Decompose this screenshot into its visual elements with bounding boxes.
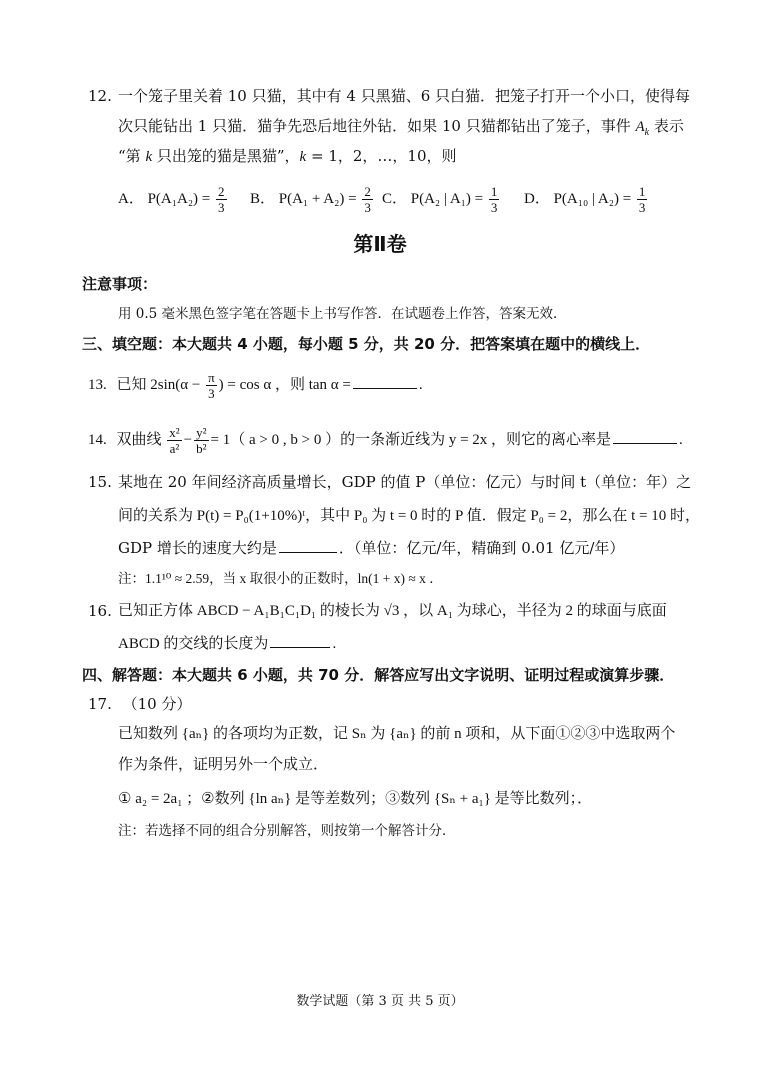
q14-frac2-den: b²: [196, 441, 207, 456]
option-c-fraction: [489, 184, 500, 215]
section3-heading: 三、填空题：本大题共 4 小题，每小题 5 分，共 20 分．把答案填在题中的横线上．: [82, 335, 651, 353]
q14-frac1: [167, 425, 181, 456]
q14-mid: = 1（ a > 0 , b > 0 ）的一条渐近线为 y = 2x ，则它的离心率是: [210, 431, 612, 448]
notice-text: 用 0.5 毫米黑色签字笔在答题卡上书写作答．在试题卷上作答，答案无效．: [118, 306, 567, 322]
option-d-den: 3: [638, 200, 646, 215]
q16-line2: [118, 632, 336, 656]
q14-frac2: [194, 425, 208, 456]
option-a-num: 2: [218, 184, 225, 199]
q14-number: 14.: [88, 431, 107, 448]
q12-line2a: 次只能钻出 1 只猫．猫争先恐后地往外钻．如果 10 只猫都钻出了笼子，事件: [118, 117, 636, 135]
q17-points: （10 分）: [122, 695, 192, 713]
q17-header: [88, 692, 192, 716]
q15-note: 注：1.1¹⁰ ≈ 2.59，当 x 取很小的正数时，ln(1 + x) ≈ x ．: [118, 571, 443, 586]
q13-end: .: [418, 376, 423, 393]
k-symbol-2: k: [299, 149, 307, 165]
option-c-den: 3: [490, 200, 498, 215]
q12-line2: [118, 114, 684, 145]
q15-number: 15.: [88, 473, 112, 491]
q16-line2a: ABCD 的交线的长度为: [118, 636, 269, 652]
q13-number: 13.: [88, 376, 107, 393]
q17-line3: ① a₂ = 2a₁ ；②数列 {ln aₙ} 是等差数列；③数列 {Sₙ + a₁} 是等比数列；．: [118, 791, 593, 807]
q13-frac-num: π: [208, 370, 215, 385]
q15-line3: [118, 536, 624, 560]
q16-answer-blank[interactable]: [270, 633, 330, 648]
option-b-lhs: P(A₁ + A₂) =: [278, 190, 357, 207]
option-b-label: B．: [250, 190, 276, 207]
option-a-fraction: [216, 184, 227, 215]
q17-line2: 作为条件，证明另外一个成立．: [118, 755, 329, 773]
q14-pre: 双曲线: [116, 431, 162, 448]
q15-line3b: ．（单位：亿元/年，精确到 0.01 亿元/年）: [338, 539, 625, 557]
option-c[interactable]: [382, 184, 501, 215]
q17-note: 注：若选择不同的组合分别解答，则按第一个解答计分．: [118, 823, 456, 839]
q14: 14. 双曲线 $\frac{\text{x²}}{\text{a²}}$ − $\frac{\text{y²}}{\text{b²}}$ = 1（ a > 0 , b > 0 ）的一条渐近线为 y = 2x ，则它的离心率是 .: [88, 425, 683, 456]
option-c-num: 1: [490, 184, 498, 199]
q13-frac-den: 3: [208, 386, 215, 401]
q16-line2b: .: [332, 636, 337, 652]
q16-line1: 已知正方体 ABCD − A₁B₁C₁D₁ 的棱长为 √3 ，以 A₁ 为球心，半径为 2 的球面与底面: [118, 603, 667, 619]
q17-line1: 已知数列 {aₙ} 的各项均为正数，记 Sₙ 为 {aₙ} 的前 n 项和，从下面①②③中选取两个: [118, 726, 676, 742]
q12-number: 12.: [88, 87, 112, 105]
option-a-label: A．: [118, 190, 144, 207]
q13: [88, 370, 423, 401]
q13-pre: 已知 2sin(α −: [116, 376, 201, 393]
q12-line1: 一个笼子里关着 10 只猫，其中有 4 只黑猫、6 只白猫．把笼子打开一个小口，使得每: [118, 87, 691, 105]
option-b-den: 3: [364, 200, 371, 215]
notice-heading: 注意事项：: [82, 275, 158, 293]
option-b[interactable]: [250, 184, 375, 215]
q12-line2b: 表示: [649, 117, 684, 135]
q15-line1: 某地在 20 年间经济高质量增长，GDP 的值 P（单位：亿元）与时间 t（单位：年）之: [118, 473, 692, 491]
option-b-fraction: [362, 184, 373, 215]
section4-heading: 四、解答题：本大题共 6 小题，共 70 分．解答应写出文字说明、证明过程或演算步骤．: [82, 666, 675, 684]
k-symbol: k: [145, 149, 153, 165]
option-d-num: 1: [638, 184, 646, 199]
q13-post: ) = cos α ，则 tan α =: [218, 376, 351, 393]
q15-line3a: GDP 增长的速度大约是: [118, 539, 277, 557]
option-d[interactable]: [524, 184, 649, 215]
q14-end: .: [679, 431, 683, 448]
option-a-den: 3: [218, 200, 225, 215]
q14-frac1-num: x²: [169, 425, 180, 440]
q14-answer-blank[interactable]: [613, 429, 677, 444]
q16-number: 16.: [88, 602, 112, 620]
q15-line2: 间的关系为 P(t) = P₀(1+10%)ᵗ，其中 P₀ 为 t = 0 时的 P 值．假定 P₀ = 2，那么在 t = 10 时，: [118, 508, 700, 524]
option-a-lhs: P(A₁A₂) =: [147, 190, 211, 207]
q13-fraction: [206, 370, 217, 401]
q12-line3c: = 1，2，…，10，则: [306, 147, 457, 165]
q17-number: 17.: [88, 695, 112, 713]
q13-answer-blank[interactable]: [353, 374, 417, 389]
event-symbol: $A_k$: [635, 119, 650, 138]
page-footer: 数学试题（第 3 页 共 5 页）: [296, 994, 464, 1009]
option-c-label: C．: [382, 190, 408, 207]
q14-frac2-num: y²: [196, 425, 207, 440]
option-d-fraction: [637, 184, 648, 215]
option-d-lhs: P(A₁₀ | A₂) =: [553, 190, 632, 207]
part2-title: 第Ⅱ卷: [353, 232, 407, 256]
q15-answer-blank[interactable]: [279, 538, 337, 553]
q12-line3a: “第: [118, 147, 146, 165]
q14-frac1-den: a²: [169, 441, 180, 456]
q12-line3b: 只出笼的猫是黑猫”，: [152, 147, 300, 165]
option-a[interactable]: [118, 184, 229, 215]
option-c-lhs: P(A₂ | A₁) =: [410, 190, 484, 207]
option-b-num: 2: [364, 184, 371, 199]
q12-line3: [118, 144, 457, 169]
option-d-label: D．: [524, 190, 550, 207]
